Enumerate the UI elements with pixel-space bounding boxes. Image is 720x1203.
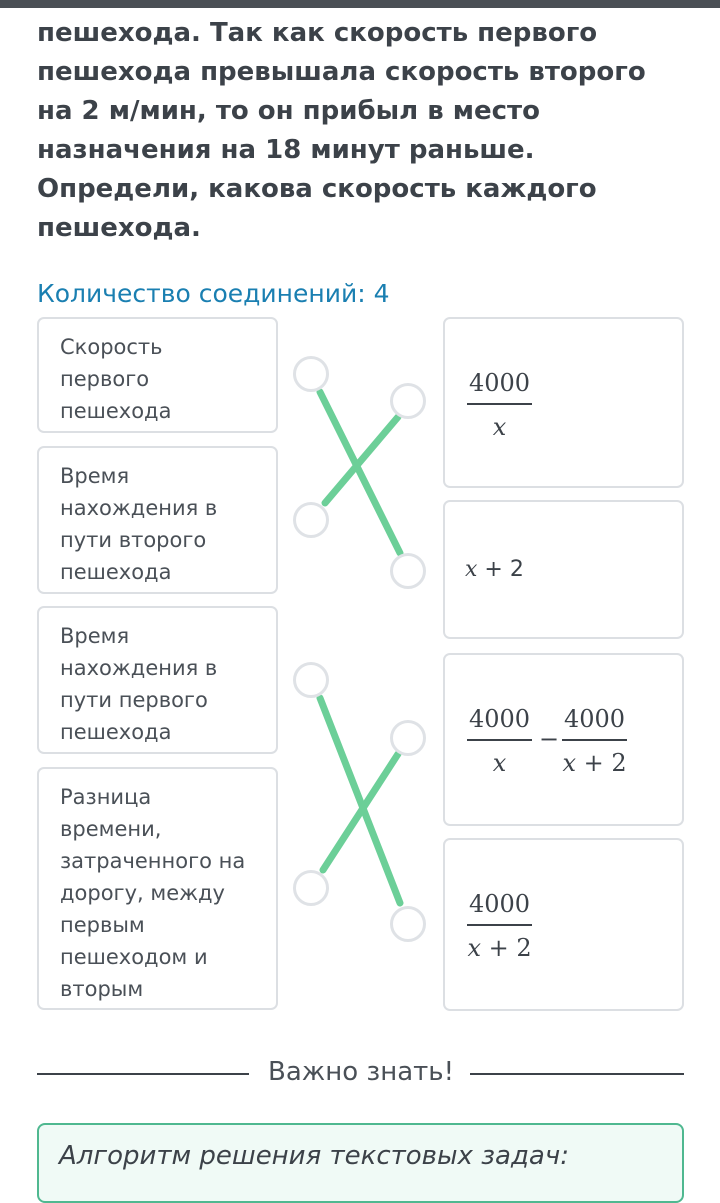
left-connector-4[interactable]	[293, 870, 329, 906]
minus-sign: −	[539, 725, 560, 753]
card-line: Время	[60, 464, 130, 488]
divider-right	[470, 1073, 684, 1075]
card-line: нахождения в	[60, 656, 218, 680]
card-line: первым	[60, 913, 145, 937]
card-line: пешехода	[60, 560, 172, 584]
card-line: пешеходом и	[60, 945, 208, 969]
question-line: назначения на 18 минут раньше.	[37, 135, 535, 165]
card-line: вторым	[60, 977, 144, 1001]
right-connector-4[interactable]	[390, 906, 426, 942]
important-heading: Важно знать!	[268, 1057, 455, 1087]
card-line: пешехода	[60, 720, 172, 744]
card-line: пешехода	[60, 399, 172, 423]
denominator-variable: x	[467, 934, 481, 962]
card-line: дорогу, между	[60, 881, 225, 905]
question-line: Определи, какова скорость каждого	[37, 174, 597, 204]
connection-line	[320, 392, 400, 553]
expression-rest: + 2	[477, 557, 524, 582]
denominator: x	[492, 413, 507, 441]
question-line: на 2 м/мин, то он прибыл в место	[37, 96, 540, 126]
right-connector-1[interactable]	[390, 383, 426, 419]
card-line: Скорость	[60, 335, 163, 359]
card-line: нахождения в	[60, 496, 218, 520]
card-line: пути второго	[60, 528, 207, 552]
denominator-rest: + 2	[575, 749, 627, 777]
algorithm-title: Алгоритм решения текстовых задач:	[59, 1141, 569, 1171]
card-line: первого	[60, 367, 150, 391]
question-line: пешехода превышала скорость второго	[37, 57, 646, 87]
card-line: пути первого	[60, 688, 208, 712]
card-line: Время	[60, 624, 130, 648]
left-connector-2[interactable]	[293, 502, 329, 538]
numerator: 4000	[564, 705, 626, 733]
numerator: 4000	[469, 890, 531, 918]
denominator: x	[492, 749, 507, 777]
question-line: пешехода. Так как скорость первого	[37, 18, 598, 48]
left-connector-3[interactable]	[293, 662, 329, 698]
connections-count: Количество соединений: 4	[37, 279, 390, 308]
numerator: 4000	[469, 705, 531, 733]
left-connector-1[interactable]	[293, 356, 329, 392]
card-line: Разница	[60, 785, 152, 809]
denominator-variable: x	[562, 749, 576, 777]
right-connector-3[interactable]	[390, 720, 426, 756]
variable: x	[465, 557, 478, 582]
divider-left	[37, 1073, 249, 1075]
question-line: пешехода.	[37, 213, 201, 243]
connection-line	[323, 754, 398, 870]
numerator: 4000	[469, 369, 531, 397]
algorithm-panel[interactable]	[37, 1123, 684, 1203]
connection-line	[320, 698, 400, 903]
card-line: затраченного на	[60, 849, 246, 873]
denominator-rest: + 2	[480, 934, 532, 962]
card-line: времени,	[60, 817, 162, 841]
right-connector-2[interactable]	[390, 553, 426, 589]
